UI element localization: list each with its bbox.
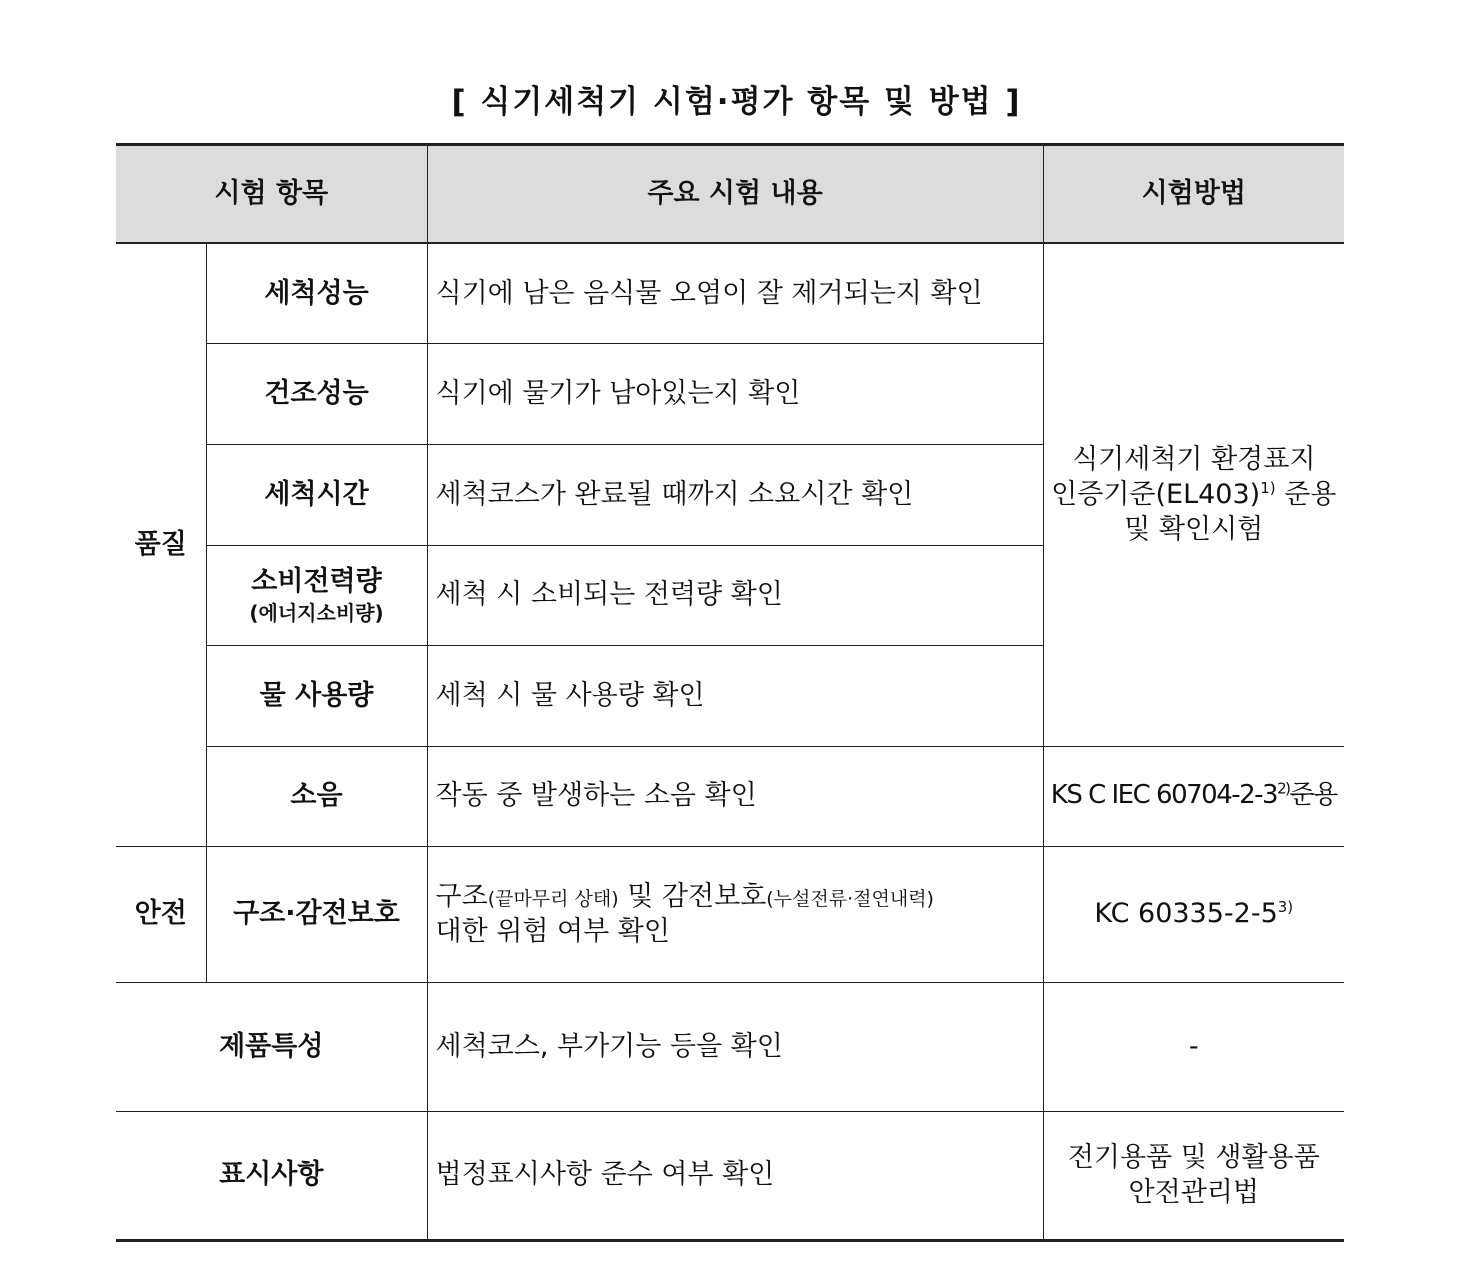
method-env-label-line2: 인증기준(EL403): [1051, 479, 1261, 511]
desc-water-usage: 세척 시 물 사용량 확인: [427, 645, 1043, 746]
method-noise-label: KS C IEC 60704-2-3: [1050, 780, 1278, 811]
item-drying-performance: 건조성능: [206, 343, 427, 444]
desc-product-features: 세척코스, 부가기능 등을 확인: [427, 982, 1043, 1111]
desc-structure-shock: [427, 846, 1043, 982]
desc-structure: 구조: [435, 880, 488, 912]
table-row: [116, 982, 1344, 1111]
header-main-content: 주요 시험 내용: [427, 145, 1043, 244]
footnote-1: 1): [1260, 479, 1276, 498]
desc-shock: 및 감전보호: [618, 880, 767, 912]
table-header-row: [116, 145, 1344, 244]
table-row: [116, 746, 1344, 846]
desc-drying-performance: 식기에 물기가 남아있는지 확인: [427, 343, 1043, 444]
item-cleaning-performance: 세척성능: [206, 243, 427, 343]
item-water-usage: 물 사용량: [206, 645, 427, 746]
category-safety: 안전: [116, 846, 206, 982]
item-power-consumption-sub: (에너지소비량): [249, 600, 384, 625]
category-quality: 품질: [116, 243, 206, 846]
footnote-3: 3): [1277, 898, 1294, 917]
desc-power-consumption: 세척 시 소비되는 전력량 확인: [427, 545, 1043, 645]
item-labeling: 표시사항: [116, 1111, 427, 1240]
item-power-consumption: [206, 545, 427, 645]
method-labeling: [1043, 1111, 1344, 1240]
method-env-label-line2-wrap: [1048, 477, 1341, 512]
method-env-label-line3: 및 확인시험: [1124, 514, 1264, 546]
item-power-consumption-label: 소비전력량: [251, 566, 382, 598]
footnote-2: 2): [1277, 779, 1290, 798]
item-product-features: 제품특성: [116, 982, 427, 1111]
method-noise-tail: 준용: [1289, 780, 1337, 811]
method-safety-label: KC 60335-2-5: [1094, 898, 1278, 930]
desc-cleaning-performance: 식기에 남은 음식물 오염이 잘 제거되는지 확인: [427, 243, 1043, 343]
desc-structure-shock-line1: [436, 879, 1039, 914]
header-method: 시험방법: [1043, 145, 1344, 244]
test-method-table: [116, 143, 1344, 1242]
desc-structure-sub: (끝마무리 상태): [487, 887, 619, 910]
desc-shock-sub: (누설전류·절연내력): [766, 887, 934, 910]
method-env-label-line2-tail: 준용: [1275, 479, 1337, 511]
item-noise: 소음: [206, 746, 427, 846]
item-structure-shock: 구조·감전보호: [206, 846, 427, 982]
method-features: -: [1043, 982, 1344, 1111]
table-row: [116, 1111, 1344, 1240]
item-cleaning-time: 세척시간: [206, 444, 427, 545]
table-row: [116, 243, 1344, 343]
method-env-label: [1043, 243, 1344, 746]
header-test-item: 시험 항목: [116, 145, 427, 244]
method-env-label-line1: 식기세척기 환경표지: [1072, 444, 1316, 476]
desc-noise: 작동 중 발생하는 소음 확인: [427, 746, 1043, 846]
method-labeling-line1: 전기용품 및 생활용품: [1067, 1141, 1320, 1173]
page-title: [ 식기세척기 시험·평가 항목 및 방법 ]: [451, 84, 1022, 120]
desc-structure-shock-line2: 대한 위험 여부 확인: [435, 916, 670, 947]
desc-cleaning-time: 세척코스가 완료될 때까지 소요시간 확인: [427, 444, 1043, 545]
method-safety: [1043, 846, 1344, 982]
desc-labeling: 법정표시사항 준수 여부 확인: [427, 1111, 1043, 1240]
method-labeling-line2: 안전관리법: [1128, 1177, 1259, 1208]
method-noise: [1043, 746, 1344, 846]
table-row: [116, 846, 1344, 982]
